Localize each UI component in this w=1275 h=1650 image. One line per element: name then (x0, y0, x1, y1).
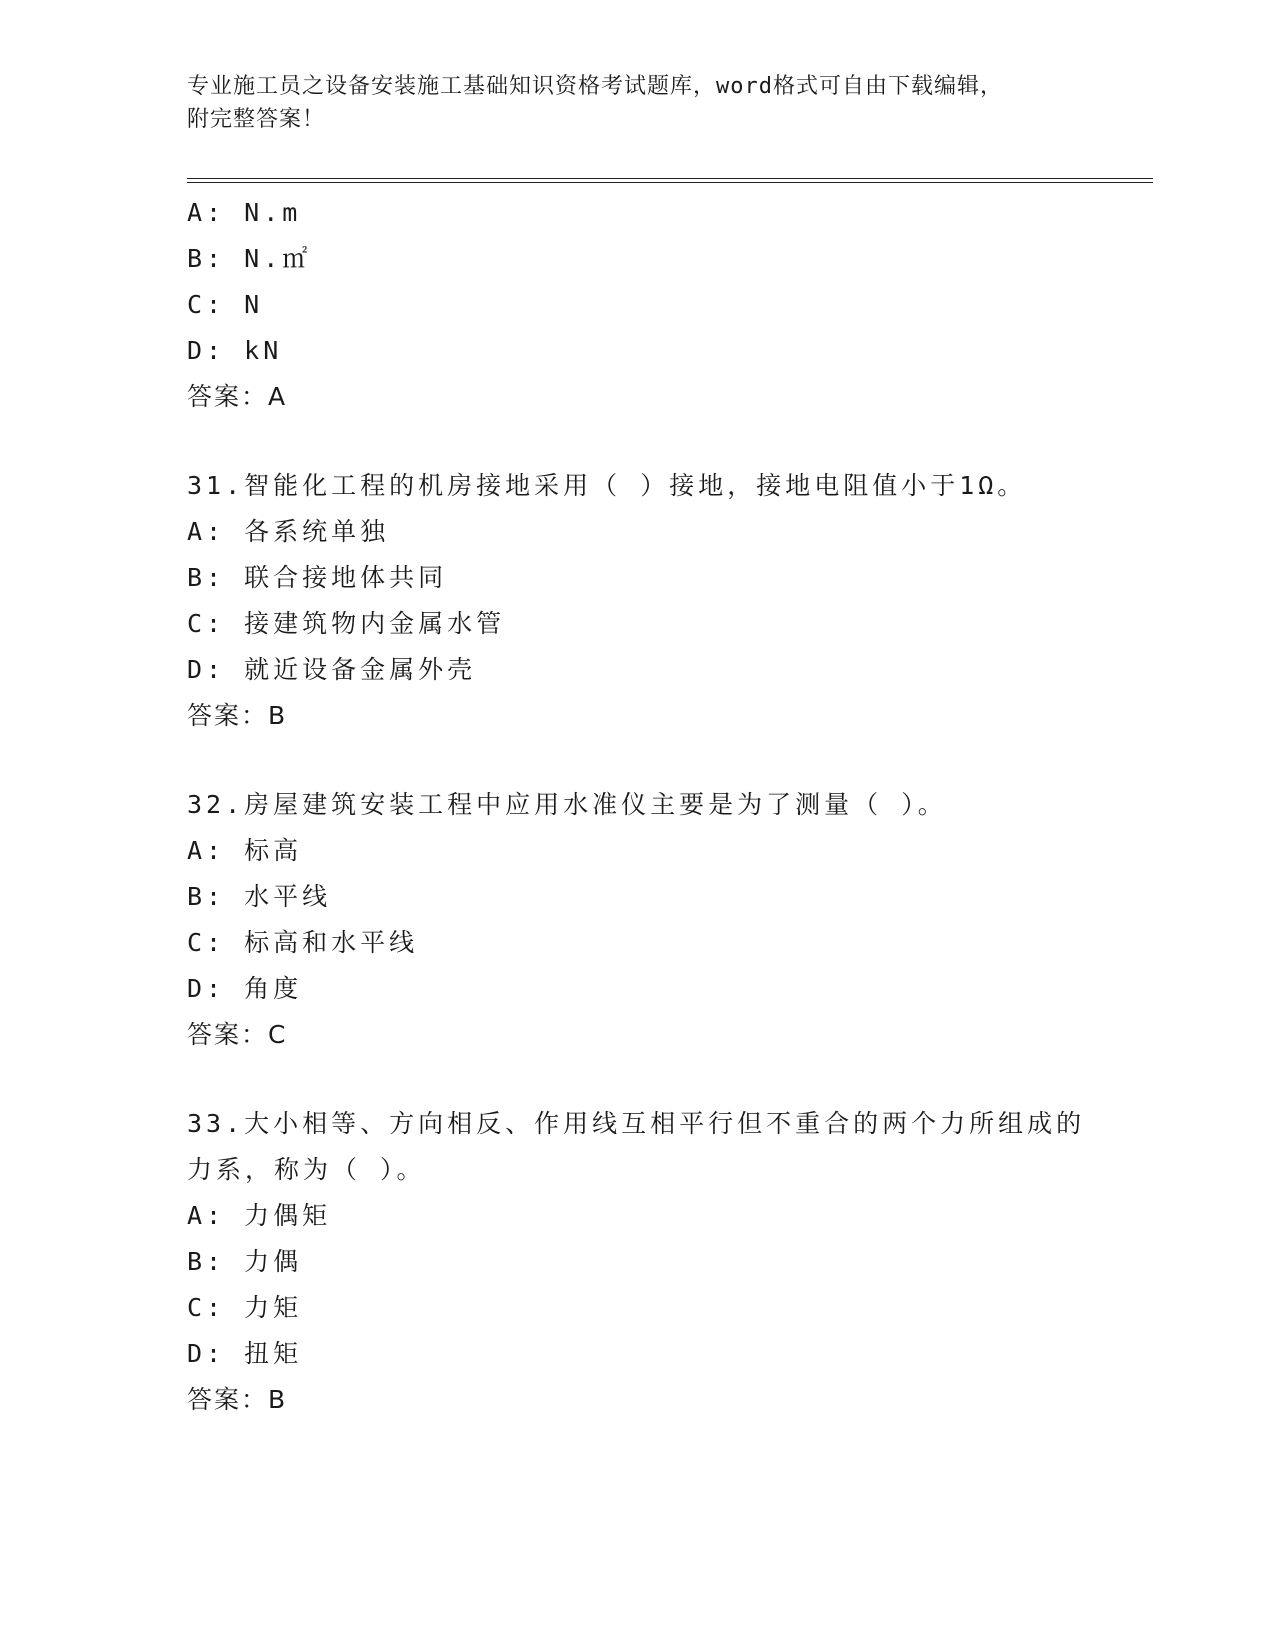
question-30 (187, 190, 1147, 420)
header-divider-bottom (187, 182, 1153, 183)
question-stem-line-2: 力系，称为（ ）。 (187, 1155, 426, 1184)
option-d: D: 扭矩 (187, 1339, 303, 1368)
answer: 答案：B (187, 1385, 288, 1414)
question-32 (187, 782, 1147, 1058)
question-list (187, 190, 1147, 1423)
option-c: C: N (187, 290, 264, 319)
question-stem-line-1: 33.大小相等、方向相反、作用线互相平行但不重合的两个力所组成的 (187, 1109, 1086, 1138)
document-header (187, 70, 1087, 136)
option-b: B: 力偶 (187, 1247, 303, 1276)
option-c: C: 标高和水平线 (187, 928, 419, 957)
option-d: D: 就近设备金属外壳 (187, 655, 477, 684)
option-d: D: 角度 (187, 974, 303, 1003)
option-c: C: 接建筑物内金属水管 (187, 609, 506, 638)
header-divider-top (187, 178, 1153, 179)
option-a: A: 力偶矩 (187, 1201, 332, 1230)
question-stem: 31.智能化工程的机房接地采用（ ）接地，接地电阻值小于1Ω。 (187, 471, 1027, 500)
option-a: A: 标高 (187, 836, 303, 865)
option-b: B: N.㎡ (187, 244, 312, 273)
question-stem: 32.房屋建筑安装工程中应用水准仪主要是为了测量（ ）。 (187, 790, 947, 819)
answer: 答案：A (187, 382, 288, 411)
option-a: A: N.m (187, 198, 302, 227)
option-b: B: 联合接地体共同 (187, 563, 448, 592)
option-d: D: kN (187, 336, 283, 365)
question-31 (187, 463, 1147, 739)
question-33 (187, 1101, 1147, 1423)
option-c: C: 力矩 (187, 1293, 303, 1322)
option-b: B: 水平线 (187, 882, 332, 911)
option-a: A: 各系统单独 (187, 517, 390, 546)
answer: 答案：B (187, 701, 288, 730)
answer: 答案：C (187, 1020, 288, 1049)
header-line-2: 附完整答案！ (187, 107, 326, 132)
header-line-1: 专业施工员之设备安装施工基础知识资格考试题库，word格式可自由下载编辑， (187, 74, 1003, 99)
